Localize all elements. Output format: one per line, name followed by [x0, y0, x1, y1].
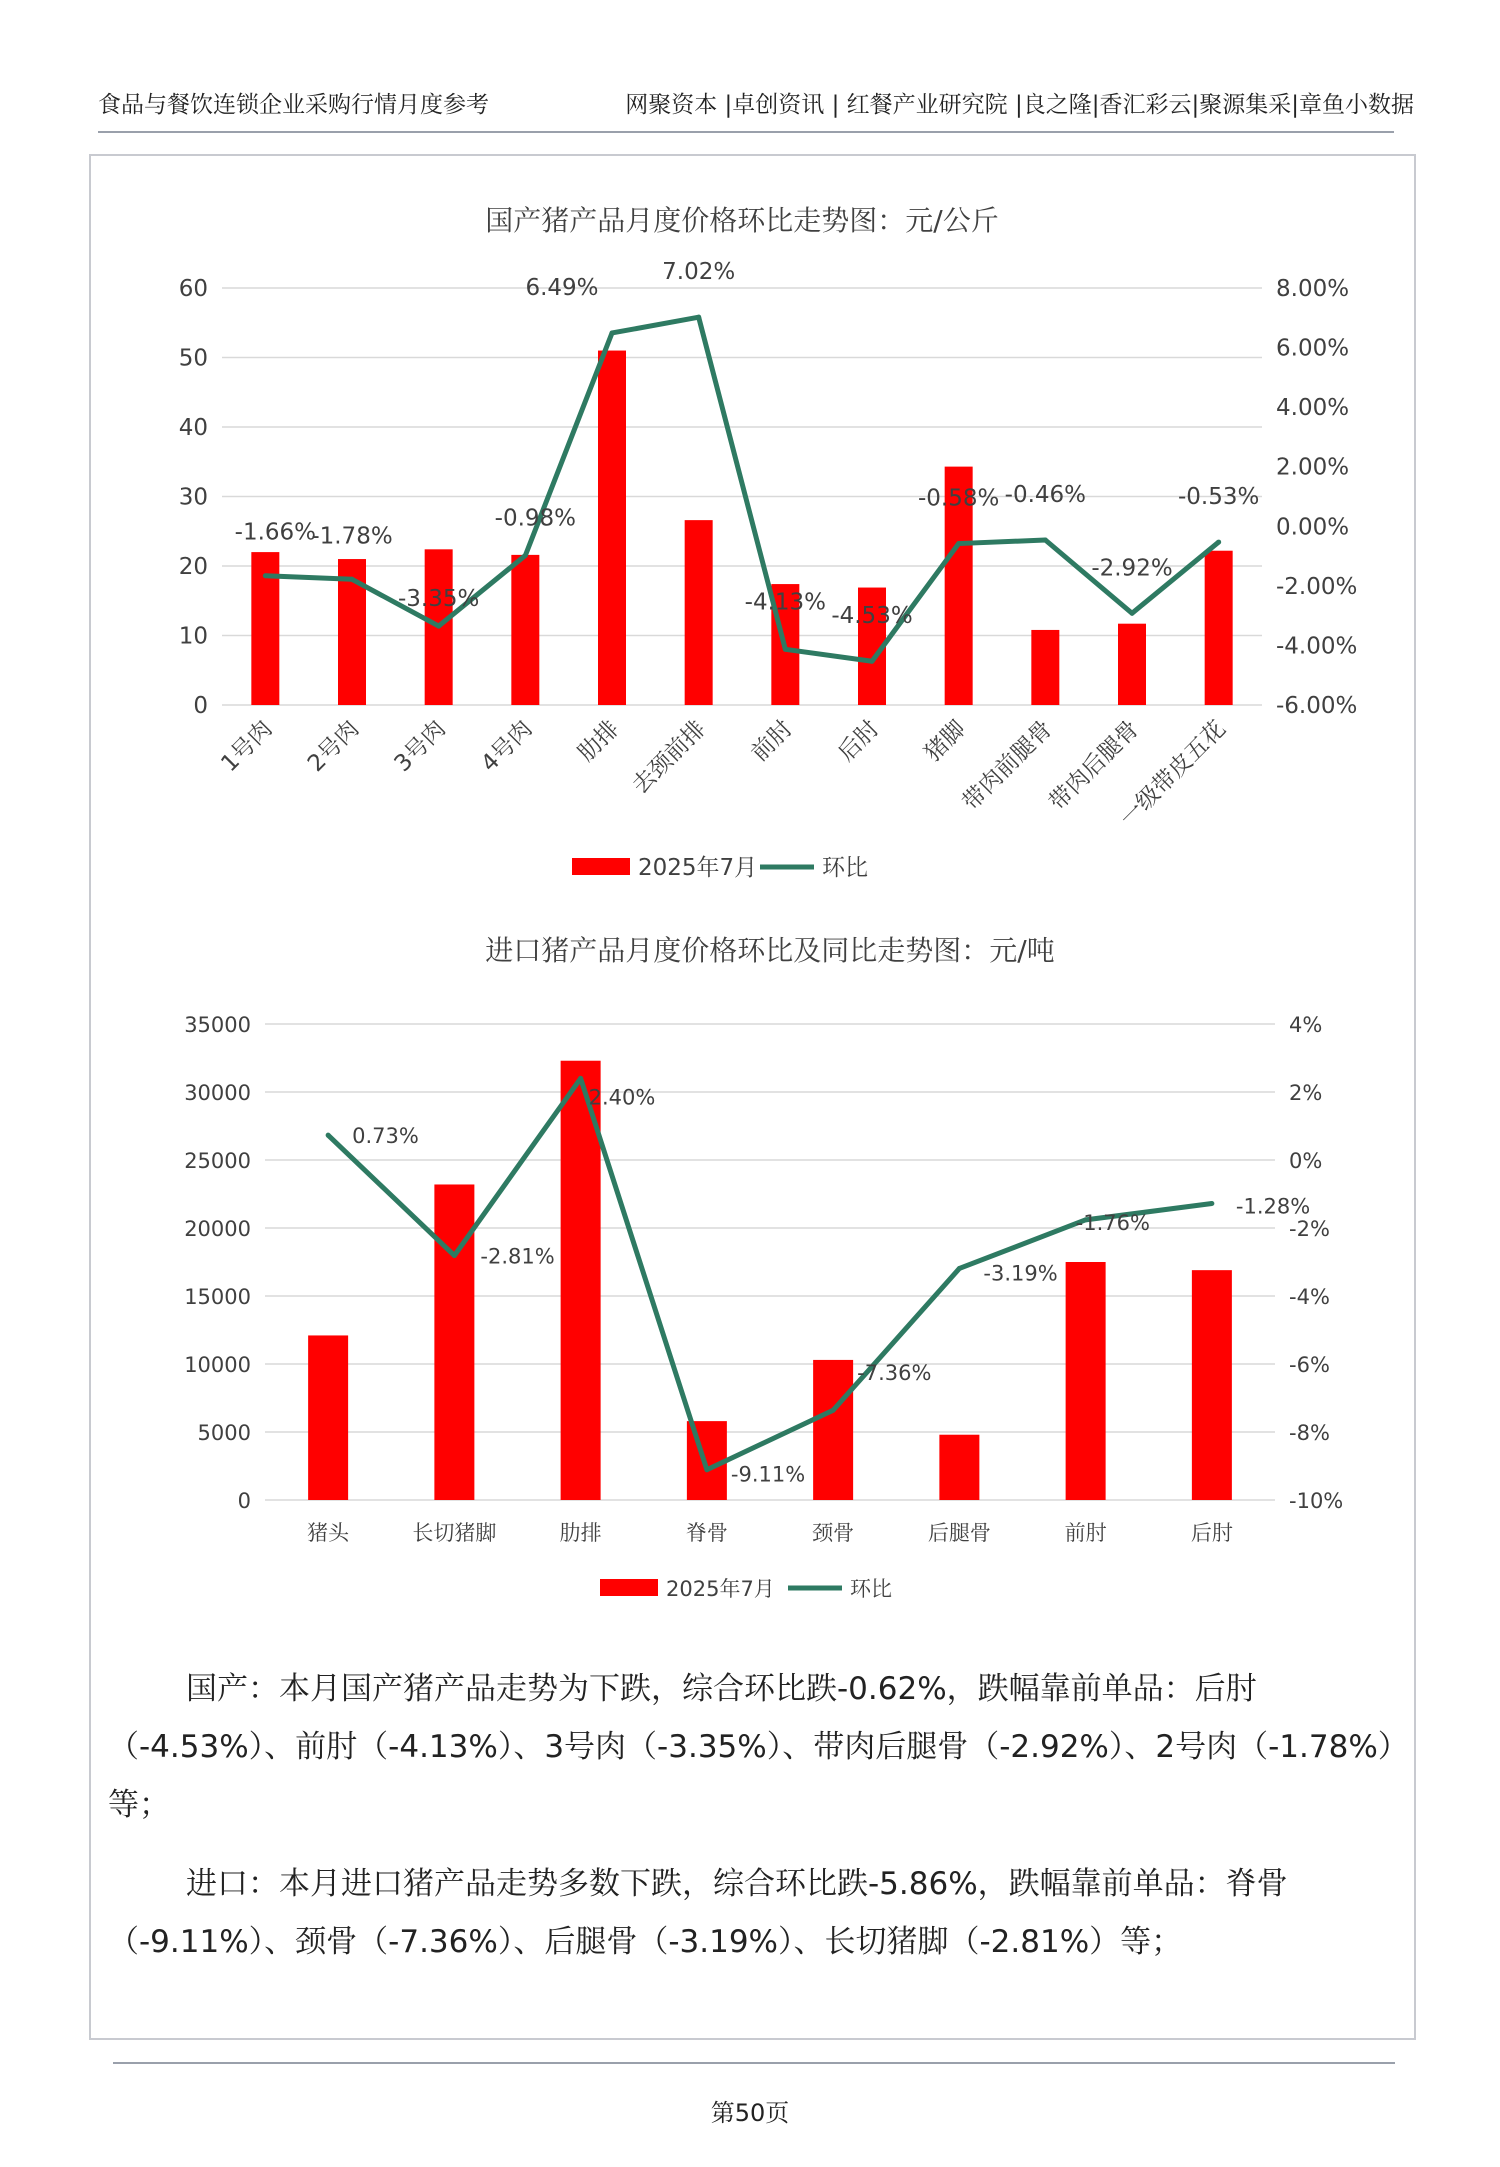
x-tick-label: 后腿骨	[927, 1521, 991, 1545]
y-tick-label: 60	[178, 276, 208, 302]
data-label: 2.40%	[588, 1085, 656, 1110]
x-tick-label: 带肉前腿骨	[957, 715, 1058, 816]
x-tick-label: 去颈前排	[627, 715, 711, 800]
x-tick-label: 一级带皮五花	[1114, 715, 1231, 832]
legend-line-label: 环比	[850, 1577, 892, 1601]
chart-title: 进口猪产品月度价格环比及同比走势图：元/吨	[485, 934, 1055, 967]
y-tick-label: 35000	[184, 1013, 251, 1037]
legend-line-label: 环比	[822, 855, 868, 881]
y-tick-label: 30	[178, 484, 208, 511]
line-point	[350, 577, 355, 582]
x-tick-label: 前肘	[746, 715, 798, 767]
line-point	[610, 330, 615, 335]
bar	[1031, 630, 1059, 705]
line-point	[1130, 611, 1135, 616]
y2-tick-label: -6.00%	[1276, 693, 1358, 719]
domestic-summary-text: 国产：本月国产猪产品走势为下跌，综合环比跌-0.62%，跌幅靠前单品：后肘（-4.53%）、前肘（-4.13%）、3号肉（-3.35%）、带肉后腿骨（-2.92%）、2号肉（-1.78%）等；	[108, 1671, 1394, 1823]
y2-tick-label: -4%	[1289, 1285, 1330, 1309]
y-tick-label: 5000	[197, 1421, 251, 1445]
y2-tick-label: 6.00%	[1276, 335, 1350, 362]
legend-bar-label: 2025年7月	[666, 1577, 775, 1601]
data-label: -1.78%	[311, 523, 393, 550]
y-tick-label: 0	[193, 693, 208, 719]
y-tick-label: 15000	[184, 1285, 251, 1309]
data-label: -4.53%	[831, 603, 913, 630]
x-tick-label: 猪脚	[919, 715, 971, 767]
bar	[308, 1335, 348, 1500]
y2-tick-label: 4%	[1289, 1013, 1323, 1037]
data-label: -0.58%	[917, 485, 1000, 512]
data-label: -3.19%	[983, 1261, 1058, 1286]
data-label: -0.98%	[494, 505, 577, 532]
x-tick-label: 脊骨	[685, 1521, 728, 1545]
line-point	[263, 573, 268, 578]
bar	[1205, 551, 1233, 705]
y-tick-label: 40	[178, 415, 208, 441]
y-tick-label: 0	[237, 1489, 251, 1513]
line-point	[696, 315, 701, 320]
data-label: -4.13%	[744, 589, 827, 616]
line-point	[831, 1408, 836, 1413]
line-point	[783, 647, 788, 652]
imported-summary	[108, 1855, 1398, 1971]
line-point	[1216, 540, 1221, 545]
line-point	[578, 1076, 583, 1081]
y-tick-label: 25000	[184, 1149, 251, 1173]
bar	[813, 1360, 853, 1500]
page-number: 第50页	[710, 2099, 790, 2127]
data-label: -1.66%	[234, 519, 317, 546]
y2-tick-label: -2%	[1289, 1217, 1330, 1241]
line-point	[1209, 1201, 1214, 1206]
y2-tick-label: -6%	[1289, 1353, 1330, 1377]
domestic-summary	[108, 1660, 1398, 1834]
legend-bar-swatch	[572, 858, 630, 875]
x-tick-label: 长切猪脚	[412, 1521, 497, 1545]
line-point	[452, 1253, 457, 1258]
x-tick-label: 后肘	[1190, 1521, 1233, 1545]
data-label: -7.36%	[857, 1361, 932, 1386]
imported-summary-text: 进口：本月进口猪产品走势多数下跌，综合环比跌-5.86%，跌幅靠前单品：脊骨（-9.11%）、颈骨（-7.36%）、后腿骨（-3.19%）、长切猪脚（-2.81%）等；	[108, 1866, 1288, 1960]
y-tick-label: 20000	[184, 1217, 251, 1241]
y2-tick-label: 0%	[1289, 1149, 1323, 1173]
data-label: -1.76%	[1075, 1210, 1150, 1235]
y2-tick-label: 2.00%	[1276, 454, 1350, 481]
line-point	[436, 624, 441, 629]
data-label: -0.46%	[1004, 481, 1087, 508]
x-tick-label: 后肘	[833, 715, 885, 767]
y2-tick-label: -4.00%	[1276, 633, 1358, 660]
y2-tick-label: -2.00%	[1276, 573, 1358, 600]
y-tick-label: 50	[178, 345, 208, 372]
line-point	[870, 659, 875, 664]
header-right-sources: 网聚资本 |卓创资讯 | 红餐产业研究院 |良之隆|香汇彩云|聚源集采|章鱼小数据	[625, 92, 1414, 118]
data-label: -1.28%	[1235, 1194, 1311, 1219]
line-point	[523, 553, 528, 558]
bar	[598, 351, 626, 705]
legend-bar-label: 2025年7月	[638, 855, 758, 881]
line-point	[1043, 537, 1048, 542]
y-tick-label: 20	[178, 554, 208, 580]
line-point	[326, 1133, 331, 1138]
y-tick-label: 30000	[184, 1081, 251, 1105]
y2-tick-label: 8.00%	[1276, 276, 1350, 302]
x-tick-label: 1号肉	[216, 715, 278, 778]
x-tick-label: 2号肉	[302, 715, 365, 778]
x-tick-label: 带肉后腿骨	[1044, 715, 1145, 816]
y-tick-label: 10000	[184, 1353, 251, 1377]
legend-bar-swatch	[600, 1579, 658, 1596]
data-label: -2.92%	[1091, 555, 1173, 582]
line-point	[956, 541, 961, 546]
x-tick-label: 肋排	[573, 715, 625, 767]
x-tick-label: 肋排	[559, 1521, 602, 1545]
data-label: 6.49%	[525, 274, 599, 301]
data-label: 7.02%	[662, 259, 736, 286]
data-label: -2.81%	[480, 1244, 555, 1269]
x-tick-label: 3号肉	[389, 715, 451, 778]
bar	[939, 1435, 979, 1500]
data-label: -3.35%	[397, 586, 480, 613]
imported-pork-chart	[0, 920, 1500, 1620]
header-left-title: 食品与餐饮连锁企业采购行情月度参考	[98, 92, 489, 118]
chart-title: 国产猪产品月度价格环比走势图：元/公斤	[485, 204, 999, 237]
x-tick-label: 猪头	[307, 1521, 350, 1545]
bar	[1066, 1262, 1106, 1500]
bar	[685, 520, 713, 705]
line-point	[704, 1467, 709, 1472]
domestic-pork-chart	[0, 180, 1500, 910]
x-tick-label: 前肘	[1064, 1521, 1107, 1545]
line-point	[957, 1266, 962, 1271]
bar	[511, 555, 539, 705]
y2-tick-label: 0.00%	[1276, 514, 1350, 541]
x-tick-label: 颈骨	[812, 1521, 855, 1545]
data-label: -9.11%	[730, 1462, 806, 1487]
x-tick-label: 4号肉	[476, 715, 538, 778]
bar	[1192, 1270, 1232, 1500]
y2-tick-label: 4.00%	[1276, 395, 1350, 422]
header-divider	[98, 131, 1394, 133]
data-label: 0.73%	[352, 1124, 419, 1149]
y2-tick-label: -10%	[1289, 1489, 1344, 1513]
y2-tick-label: 2%	[1289, 1081, 1323, 1105]
bar	[1118, 624, 1146, 705]
footer-divider	[113, 2062, 1395, 2064]
y2-tick-label: -8%	[1289, 1421, 1330, 1445]
data-label: -0.53%	[1177, 484, 1260, 511]
y-tick-label: 10	[178, 623, 208, 650]
